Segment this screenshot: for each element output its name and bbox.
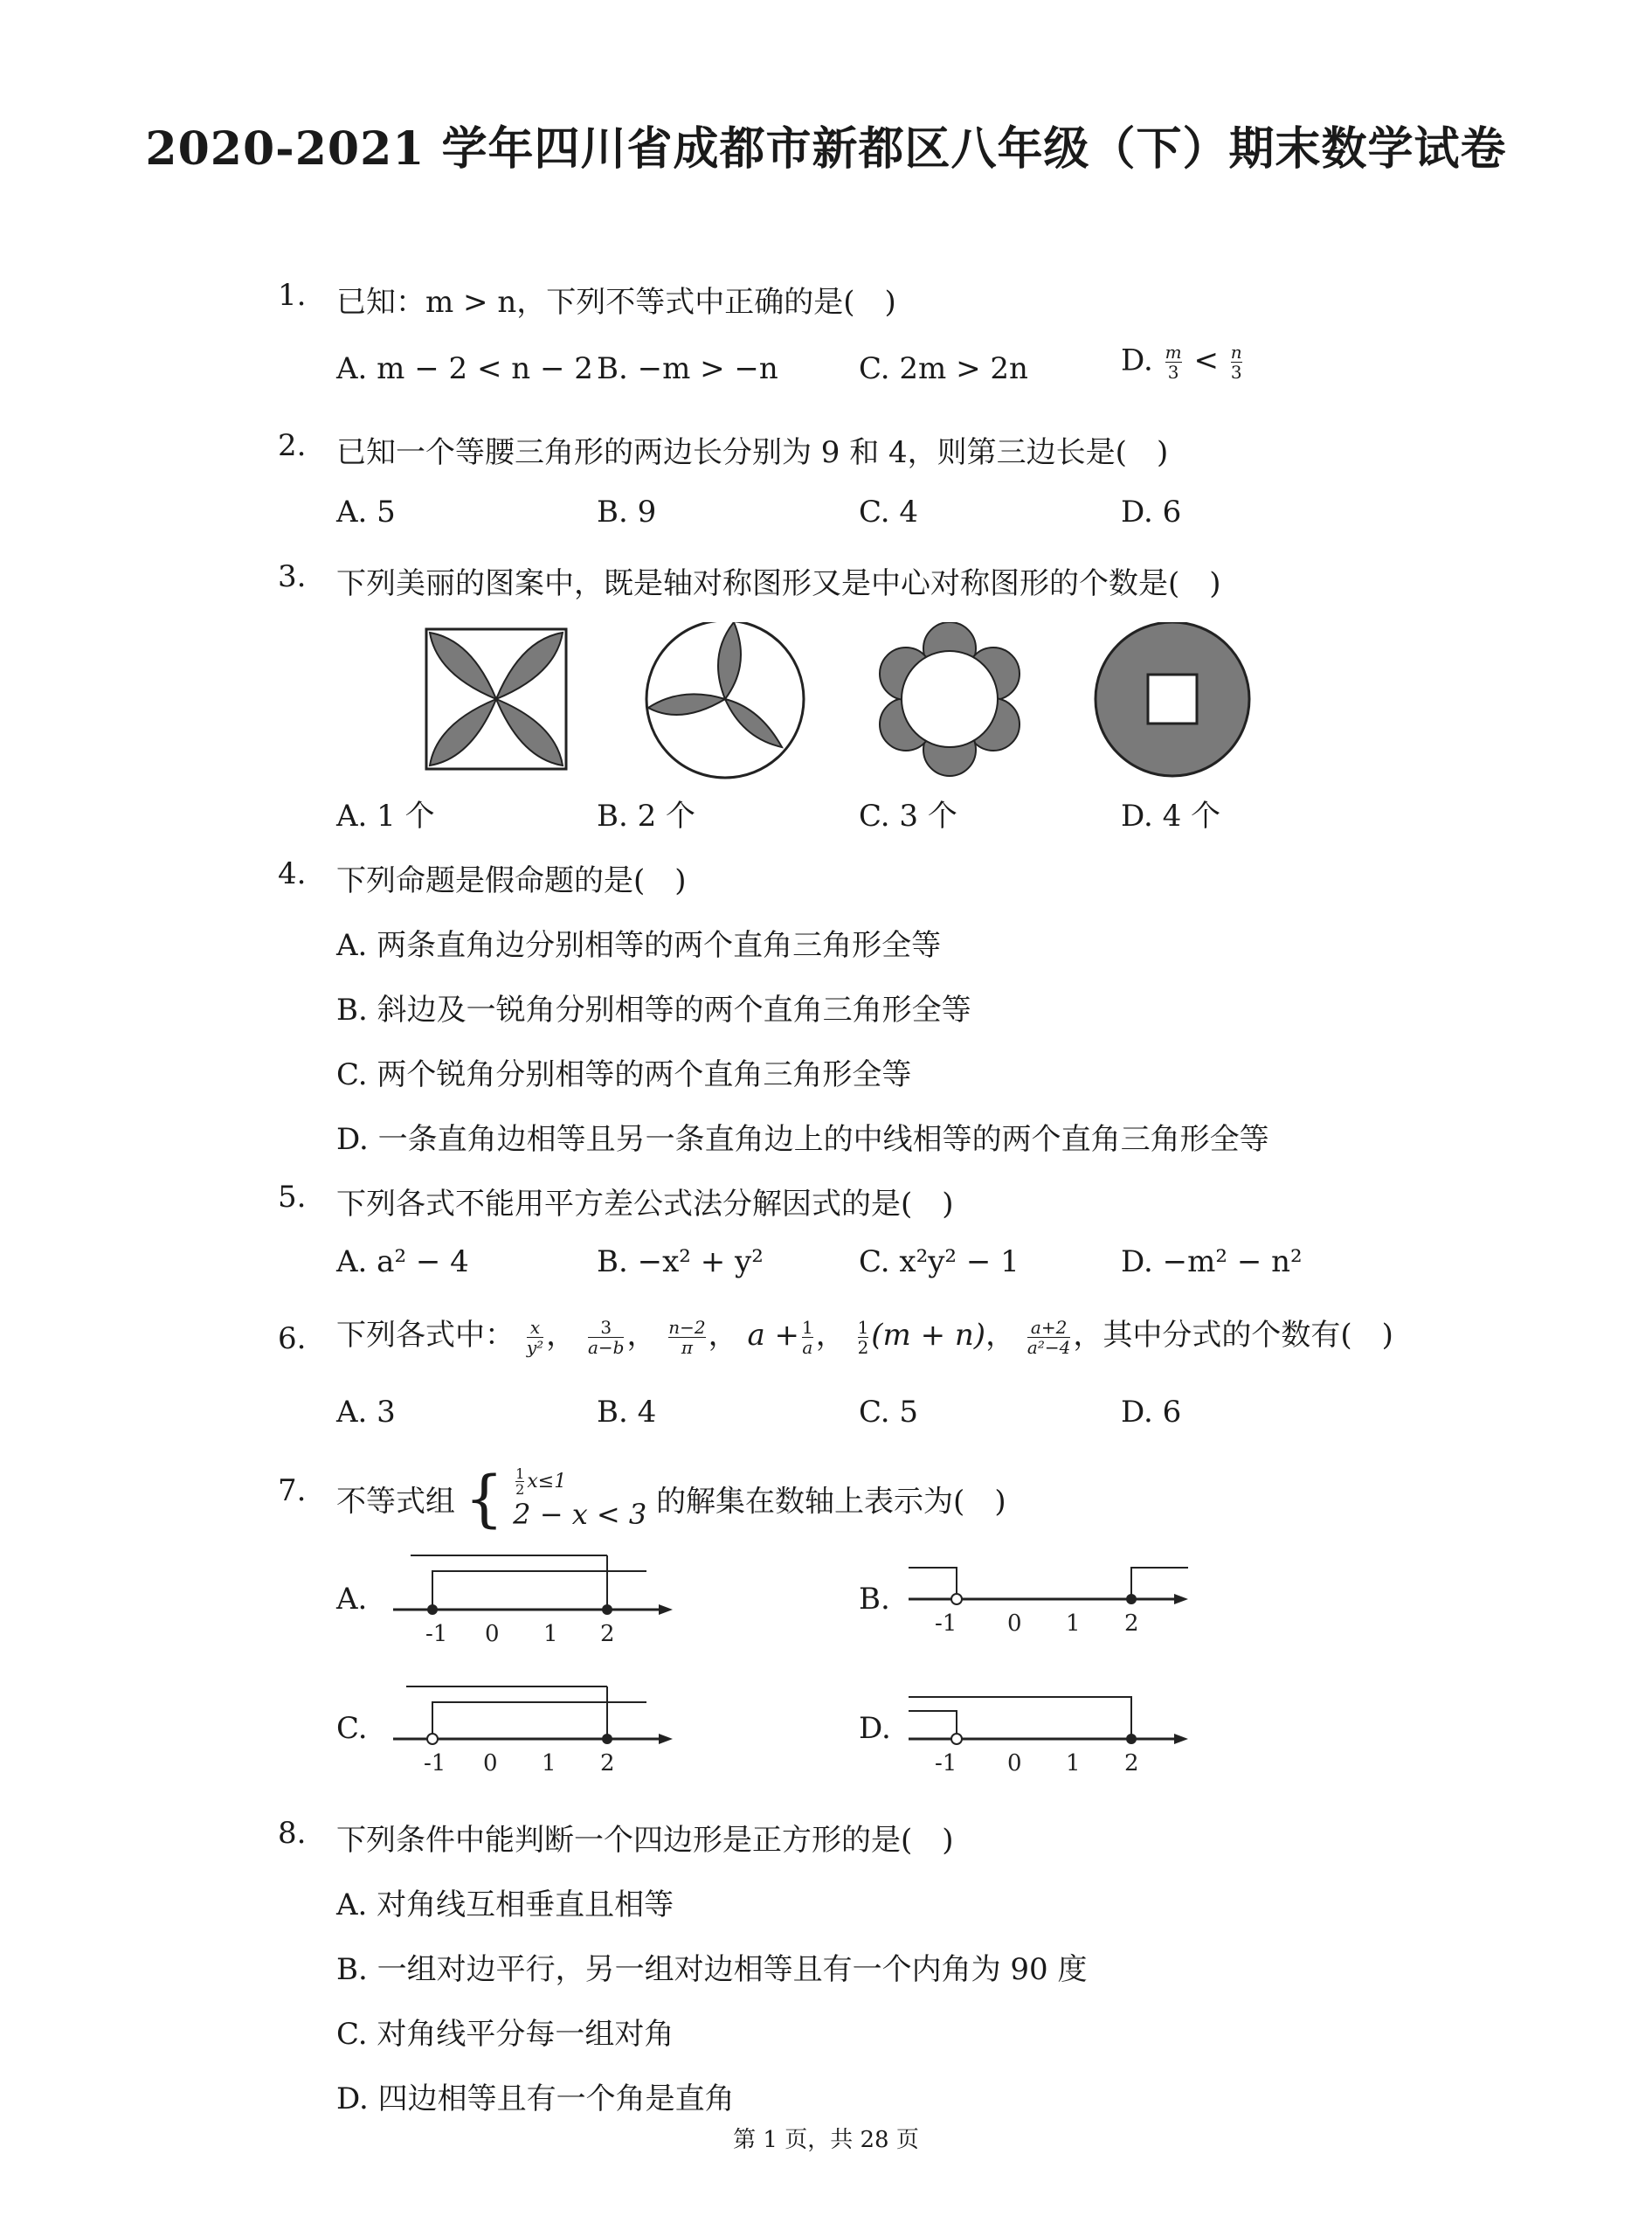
q1-stem: 已知：m > n，下列不等式中正确的是( ) bbox=[336, 285, 896, 320]
tick-a-2: 2 bbox=[600, 1621, 615, 1647]
tick-d-2: 2 bbox=[1124, 1750, 1139, 1776]
q8-stem: 下列条件中能判断一个四边形是正方形的是( ) bbox=[336, 1823, 954, 1858]
q1-option-c: C. 2m > 2n bbox=[859, 351, 1028, 386]
q7-stem: 不等式组 { $\frac{1}{2}$ x≤1 2 − x < 3 的解集在数轴上表示为( ) bbox=[336, 1463, 1006, 1534]
q1-number: 1. bbox=[278, 278, 307, 313]
tick-b-2: 2 bbox=[1124, 1610, 1139, 1637]
q5-stem: 下列各式不能用平方差公式法分解因式的是( ) bbox=[336, 1187, 954, 1222]
tick-c-m1: -1 bbox=[424, 1750, 446, 1776]
q3-stem: 下列美丽的图案中，既是轴对称图形又是中心对称图形的个数是( ) bbox=[336, 566, 1221, 601]
q6-frac-6: $\frac{a+2}{\text{a²−4}}$ bbox=[1026, 1316, 1071, 1358]
q3-option-c: C. 3 个 bbox=[859, 799, 957, 834]
q2-option-d: D. 6 bbox=[1121, 495, 1182, 530]
q5-option-a: A. a² − 4 bbox=[336, 1244, 469, 1279]
q5-option-c: C. x²y² − 1 bbox=[859, 1244, 1020, 1279]
q7-number: 7. bbox=[278, 1473, 307, 1508]
page-footer: 第 1 页，共 28 页 bbox=[733, 2127, 919, 2153]
q7-system: $\frac{1}{2}$ x≤1 2 − x < 3 bbox=[513, 1465, 647, 1531]
q5-number: 5. bbox=[278, 1180, 307, 1215]
tick-b-0: 0 bbox=[1007, 1610, 1022, 1637]
q6-option-a: A. 3 bbox=[336, 1395, 396, 1430]
q4-number: 4. bbox=[278, 856, 307, 891]
q3-option-d: D. 4 个 bbox=[1121, 799, 1221, 834]
q6-option-b: B. 4 bbox=[597, 1395, 657, 1430]
q4-option-d: D. 一条直角边相等且另一条直角边上的中线相等的两个直角三角形全等 bbox=[336, 1122, 1269, 1157]
q1-option-d: D. $\frac{m}{3}$ < $\frac{n}{3}$ bbox=[1121, 342, 1242, 383]
q8-option-d: D. 四边相等且有一个角是直角 bbox=[336, 2081, 735, 2116]
q7-number-line-a bbox=[384, 1547, 681, 1652]
q6-frac-2: $\frac{3}{a-b}$ bbox=[587, 1316, 625, 1358]
q4-option-a: A. 两条直角边分别相等的两个直角三角形全等 bbox=[336, 928, 942, 963]
q6-frac-5: $\frac{1}{2}$ bbox=[857, 1316, 869, 1358]
q6-option-d: D. 6 bbox=[1121, 1395, 1182, 1430]
q2-stem: 已知一个等腰三角形的两边长分别为 9 和 4，则第三边长是( ) bbox=[336, 435, 1169, 470]
tick-b-1: 1 bbox=[1066, 1610, 1081, 1637]
pattern-circle-three-petals bbox=[646, 622, 804, 778]
tick-c-2: 2 bbox=[600, 1750, 615, 1776]
q5-option-b: B. −x² + y² bbox=[597, 1244, 764, 1279]
q6-frac-1: $\frac{x}{\text{y²}}$ bbox=[526, 1316, 544, 1358]
q6-frac-4: $\frac{1}{a}$ bbox=[802, 1316, 813, 1358]
q7-option-b-label: B. bbox=[859, 1582, 890, 1617]
q4-option-b: B. 斜边及一锐角分别相等的两个直角三角形全等 bbox=[336, 993, 971, 1028]
q3-number: 3. bbox=[278, 559, 307, 594]
pattern-flower bbox=[880, 622, 1020, 776]
q8-option-b: B. 一组对边平行，另一组对边相等且有一个内角为 90 度 bbox=[336, 1952, 1088, 1987]
pattern-coin bbox=[1096, 622, 1249, 776]
q6-number: 6. bbox=[278, 1321, 307, 1356]
q8-option-a: A. 对角线互相垂直且相等 bbox=[336, 1887, 674, 1922]
q1-d-fraction-left: $\frac{m}{3}$ bbox=[1165, 342, 1182, 383]
q1-option-a: A. m − 2 < n − 2 bbox=[336, 351, 593, 386]
pattern-square-petals bbox=[426, 629, 566, 769]
tick-c-1: 1 bbox=[542, 1750, 556, 1776]
paper-title: 2020-2021 学年四川省成都市新都区八年级（下）期末数学试卷 bbox=[145, 122, 1507, 176]
q6-frac-3: $\frac{n-2}{\pi}$ bbox=[668, 1316, 706, 1358]
q2-number: 2. bbox=[278, 428, 307, 463]
q5-option-d: D. −m² − n² bbox=[1121, 1244, 1303, 1279]
q7-number-line-c bbox=[384, 1676, 681, 1781]
q8-option-c: C. 对角线平分每一组对角 bbox=[336, 2017, 674, 2052]
q8-number: 8. bbox=[278, 1816, 307, 1851]
tick-a-1: 1 bbox=[543, 1621, 558, 1647]
q2-option-a: A. 5 bbox=[336, 495, 396, 530]
q3-option-b: B. 2 个 bbox=[597, 799, 696, 834]
tick-a-m1: -1 bbox=[425, 1621, 448, 1647]
tick-c-0: 0 bbox=[483, 1750, 498, 1776]
q3-option-a: A. 1 个 bbox=[336, 799, 435, 834]
tick-d-1: 1 bbox=[1066, 1750, 1081, 1776]
q4-stem: 下列命题是假命题的是( ) bbox=[336, 863, 687, 898]
q1-option-b: B. −m > −n bbox=[597, 351, 778, 386]
q4-option-c: C. 两个锐角分别相等的两个直角三角形全等 bbox=[336, 1057, 912, 1092]
q3-figures bbox=[419, 622, 1293, 797]
q7-option-a-label: A. bbox=[336, 1582, 368, 1617]
q7-brace: { bbox=[464, 1463, 504, 1534]
q7-option-d-label: D. bbox=[859, 1711, 891, 1746]
q7-option-c-label: C. bbox=[336, 1711, 368, 1746]
q2-option-c: C. 4 bbox=[859, 495, 919, 530]
tick-d-m1: -1 bbox=[935, 1750, 957, 1776]
tick-d-0: 0 bbox=[1007, 1750, 1022, 1776]
q2-option-b: B. 9 bbox=[597, 495, 657, 530]
tick-a-0: 0 bbox=[485, 1621, 500, 1647]
tick-b-m1: -1 bbox=[935, 1610, 957, 1637]
q6-stem: 下列各式中： $\frac{x}{\text{y²}}$ ， $\frac{3}{a-b}$ ， $\frac{n-2}{\pi}$ ， a + $\frac{1}{a}$ ， $\frac{1}{2}$ (m + n)， $\frac{a+2}{\text{a²−4}}$ ，其中分式的个数有( ) bbox=[336, 1316, 1393, 1358]
q1-d-fraction-right: $\frac{n}{3}$ bbox=[1230, 342, 1242, 383]
q7-number-line-b bbox=[900, 1547, 1197, 1652]
q7-number-line-d bbox=[900, 1676, 1197, 1781]
q6-option-c: C. 5 bbox=[859, 1395, 919, 1430]
